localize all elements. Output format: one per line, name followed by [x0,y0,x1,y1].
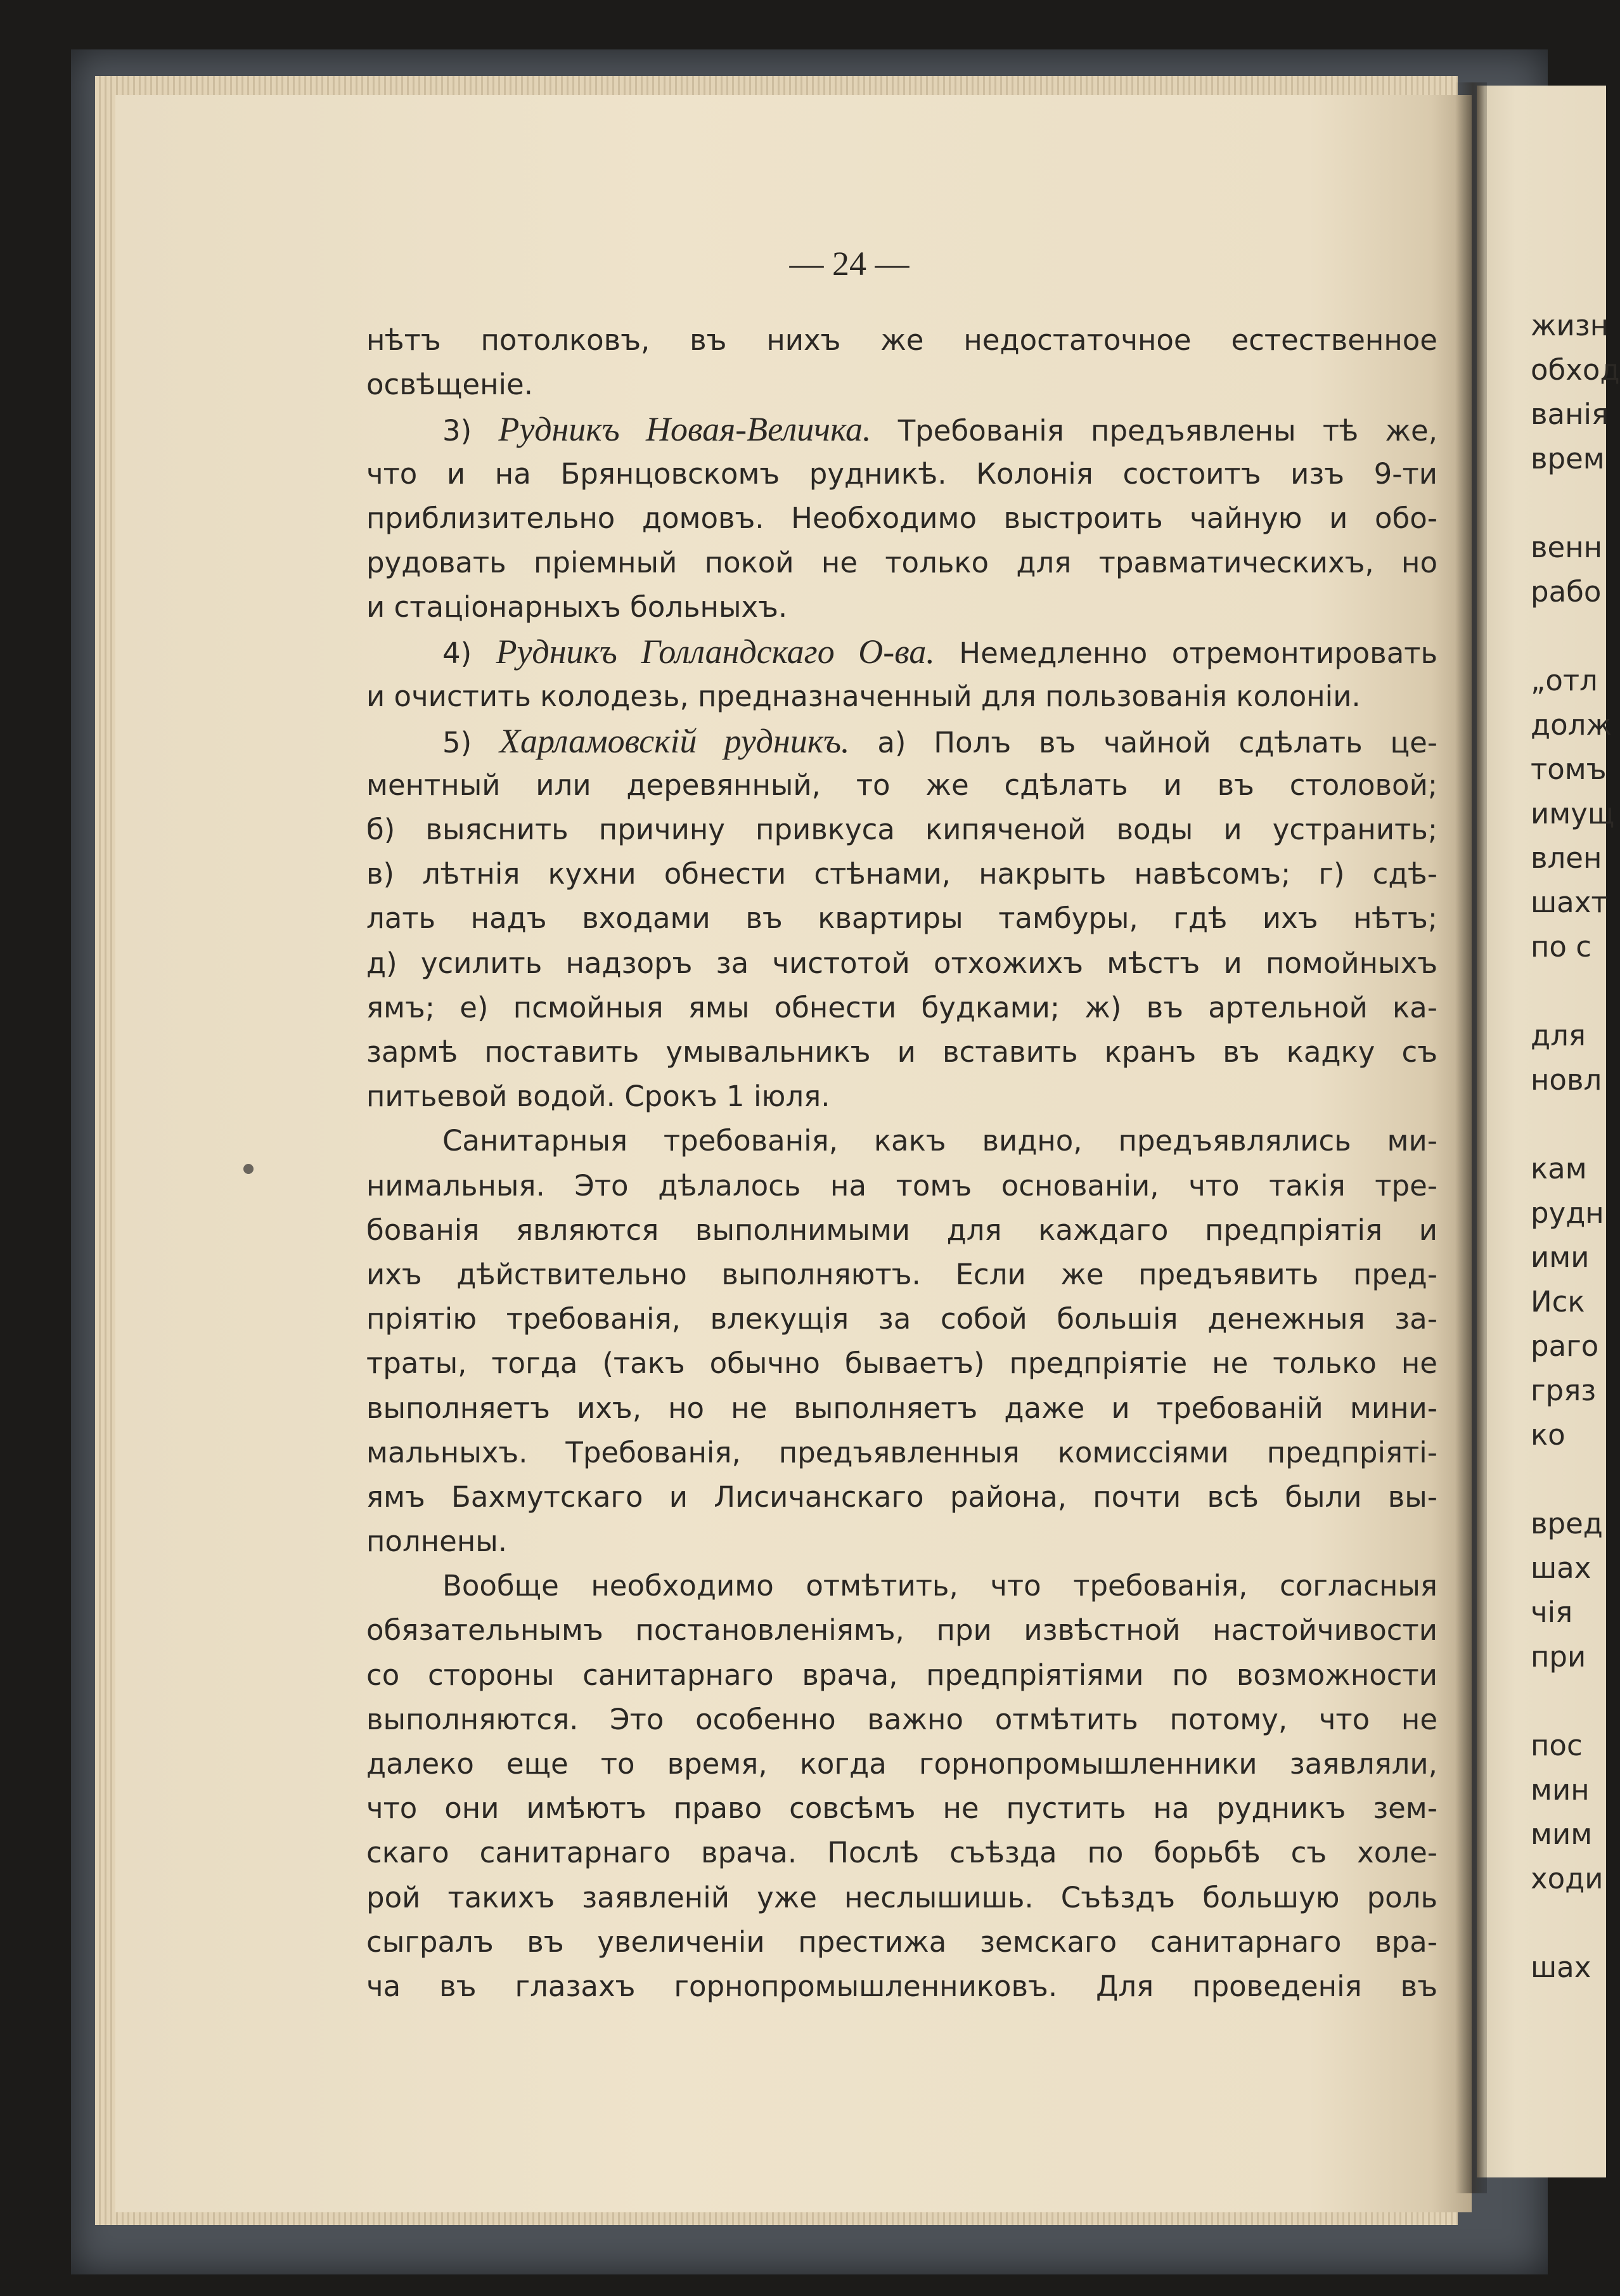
italic-heading: Рудникъ Голландскаго О-ва. [496,633,935,671]
right-page-word: рабо [1531,575,1602,609]
text-line [366,763,1437,808]
right-page-word: кам [1531,1152,1587,1185]
right-page-word: шах [1531,1551,1591,1585]
text-span: 4) [442,636,496,671]
right-page-word: долж [1531,708,1612,742]
right-page-word: обход [1531,353,1620,387]
text-span: пріятію требованія, влекущія за собой большія денежныя за- [366,1302,1437,1336]
text-line [366,1920,1437,1964]
text-line [366,674,1437,719]
italic-heading: Харламовскій рудникъ. [499,721,850,760]
text-line [366,1786,1437,1831]
text-span: 5) [442,725,499,759]
text-line [366,1519,1437,1564]
page-number: — 24 — [789,245,910,283]
text-line [366,986,1437,1030]
text-span: освѣщеніе. [366,368,534,402]
text-span: выполняетъ ихъ, но не выполняетъ даже и требованій мини- [366,1391,1437,1425]
text-line [366,1431,1437,1475]
text-span: что они имѣютъ право совсѣмъ не пустить на рудникъ зем- [366,1791,1437,1826]
text-span: сыгралъ въ увеличеніи престижа земскаго санитарнаго вра- [366,1925,1437,1959]
text-line [366,1119,1437,1163]
text-span: далеко еще то время, когда горнопромышленники заявляли, [366,1747,1437,1781]
margin-dot [243,1164,254,1174]
text-line [366,1742,1437,1786]
text-line [366,719,1437,763]
text-line [366,896,1437,941]
right-page-word: чія [1531,1596,1573,1629]
right-page-word: врем [1531,442,1605,475]
right-page-word: венн [1531,531,1603,564]
text-span: нимальныя. Это дѣлалось на томъ основаніи, что такія тре- [366,1168,1437,1203]
text-span: что и на Брянцовскомъ рудникѣ. Колонія состоитъ изъ 9-ти [366,456,1437,491]
text-line [366,808,1437,852]
text-span: нѣтъ потолковъ, въ нихъ же недостаточное естественное [366,323,1437,357]
text-span: рой такихъ заявленій уже неслышишь. Съѣздъ большую роль [366,1880,1437,1914]
text-line [366,1964,1437,2009]
right-page-word: „отл [1531,664,1598,697]
text-line [366,1164,1437,1208]
text-line [366,1341,1437,1386]
text-line [366,1208,1437,1253]
text-span: Вообще необходимо отмѣтить, что требованія, согласныя [442,1569,1437,1603]
text-span: выполняются. Это особенно важно отмѣтить потому, что не [366,1702,1437,1736]
right-page-word: мим [1531,1817,1593,1851]
text-span: Санитарныя требованія, какъ видно, предъявлялись ми- [442,1124,1437,1158]
text-span: Немедленно отремонтировать [934,636,1437,671]
right-page-word: гряз [1531,1374,1597,1407]
text-line [366,1608,1437,1653]
text-span: ямъ; е) псмойныя ямы обнести будками; ж) въ артельной ка- [366,990,1437,1024]
right-page-word: пос [1531,1729,1583,1762]
text-span: а) Полъ въ чайной сдѣлать це- [849,725,1437,759]
text-span: д) усилить надзоръ за чистотой отхожихъ мѣстъ и помойныхъ [366,946,1437,980]
text-span: траты, тогда (такъ обычно бываетъ) предпріятіе не только не [366,1346,1437,1381]
right-page-word: шахт [1531,886,1608,919]
text-span: 3) [442,414,499,448]
right-page-word: ванія [1531,397,1609,431]
text-span: и стаціонарныхъ больныхъ. [366,590,788,624]
right-page-word: по с [1531,930,1591,964]
right-page-word: имущ [1531,797,1615,830]
text-line [366,407,1437,451]
text-span: полнены. [366,1525,508,1559]
right-page-word: для [1531,1019,1586,1052]
text-line [366,1297,1437,1341]
right-page-word: ко [1531,1418,1565,1452]
text-line [366,629,1437,674]
text-span: скаго санитарнаго врача. Послѣ съѣзда по борьбѣ съ холе- [366,1836,1437,1870]
text-span: зармѣ поставить умывальникъ и вставить кранъ въ кадку съ [366,1035,1437,1069]
text-line [366,1475,1437,1519]
text-line [366,496,1437,541]
text-span: лать надъ входами въ квартиры тамбуры, гдѣ ихъ нѣтъ; [366,901,1437,936]
text-span: рудовать пріемный покой не только для травматическихъ, но [366,545,1437,579]
text-line [366,452,1437,496]
right-page-word: влен [1531,841,1602,875]
text-span: ихъ дѣйствительно выполняютъ. Если же предъявить пред- [366,1257,1437,1291]
text-line [366,852,1437,896]
text-line [366,1698,1437,1742]
text-span: питьевой водой. Срокъ 1 іюля. [366,1080,830,1114]
text-line [366,1564,1437,1608]
right-page-word: раго [1531,1329,1599,1363]
text-span: приблизительно домовъ. Необходимо выстроить чайную и обо- [366,501,1437,535]
text-span: в) лѣтнія кухни обнести стѣнами, накрыть навѣсомъ; г) сдѣ- [366,857,1437,891]
text-line [366,1386,1437,1431]
text-line [366,1653,1437,1698]
right-page-word: мин [1531,1773,1590,1807]
text-line [366,1831,1437,1875]
text-line [366,1253,1437,1297]
text-line [366,363,1437,407]
book-gutter [1455,82,1487,2193]
text-span: со стороны санитарнаго врача, предпріятіями по возможности [366,1658,1437,1692]
text-line [366,941,1437,986]
right-page-word: жизн [1531,309,1609,342]
text-span: и очистить колодезь, предназначенный для пользованія колоніи. [366,679,1361,713]
text-span: ча въ глазахъ горнопромышленниковъ. Для проведенія въ [366,1969,1437,2003]
right-page-fragment [1477,86,1620,2177]
right-page-word: ходи [1531,1862,1604,1895]
text-line [366,541,1437,585]
right-page-word: ими [1531,1241,1590,1274]
text-line [366,1074,1437,1119]
right-page-word: томъ [1531,752,1607,786]
text-span: ментный или деревянный, то же сдѣлать и въ столовой; [366,768,1437,802]
text-line [366,1876,1437,1920]
right-page-word: рудн [1531,1196,1604,1230]
right-page-word: шах [1531,1951,1591,1984]
text-line [366,318,1437,363]
right-page-word: при [1531,1640,1586,1674]
right-page-word: вред [1531,1507,1603,1540]
right-page-word: Иск [1531,1285,1585,1319]
text-span: ямъ Бахмутскаго и Лисичанскаго района, почти всѣ были вы- [366,1480,1437,1514]
text-span: бованія являются выполнимыми для каждаго предпріятія и [366,1213,1437,1247]
text-span: обязательнымъ постановленіямъ, при извѣстной настойчивости [366,1613,1437,1648]
text-line [366,585,1437,629]
right-page-word: новл [1531,1063,1602,1097]
text-span: мальныхъ. Требованія, предъявленныя комиссіями предпріяті- [366,1435,1437,1469]
text-span: б) выяснить причину привкуса кипяченой воды и устранить; [366,813,1437,847]
text-span: Требованія предъявлены тѣ же, [871,414,1438,448]
body-text [366,318,1437,2009]
italic-heading: Рудникъ Новая-Величка. [498,410,871,449]
text-line [366,1030,1437,1074]
